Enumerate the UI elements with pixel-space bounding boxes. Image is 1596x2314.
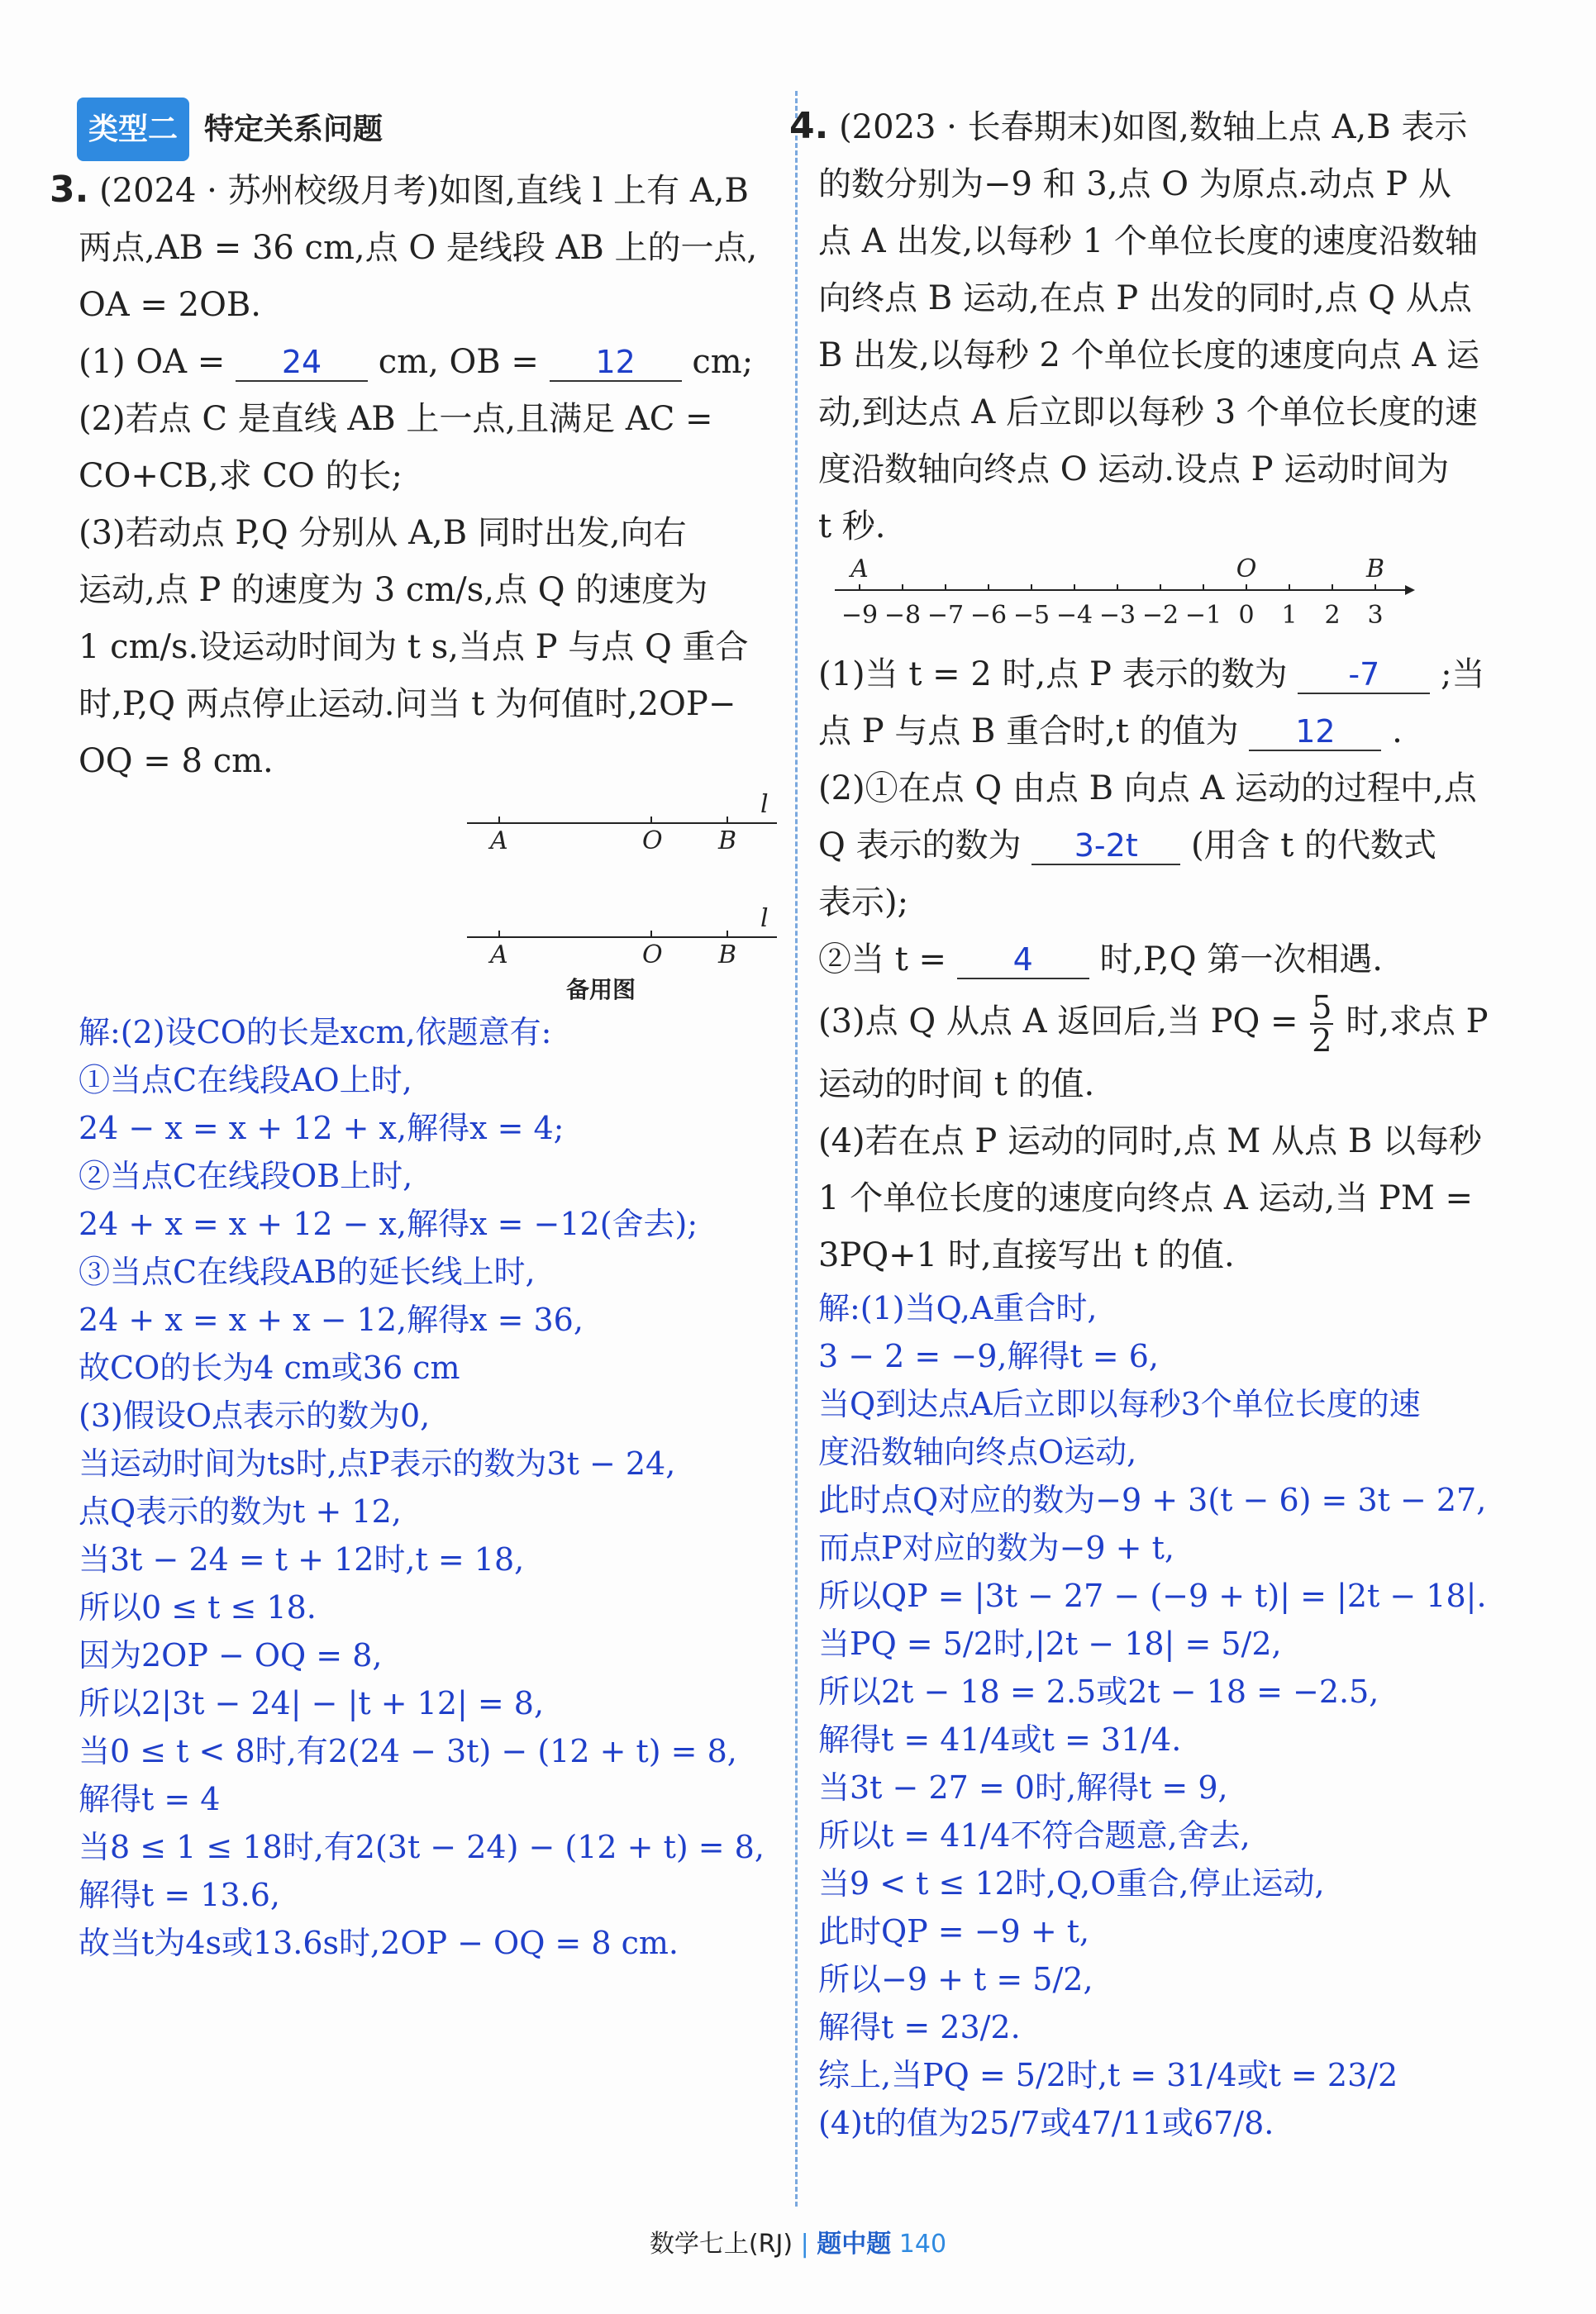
q3-part3-line3: 1 cm/s.设运动时间为 t s,当点 P 与点 Q 重合 [79,628,749,666]
q4-part3-line1 [818,988,1521,1059]
q3-sol-line-16: 当0 ≤ t < 8时,有2(24 − 3t) − (12 + t) = 8, [79,1733,737,1769]
number-line-tick-label: −5 [1012,601,1051,630]
q3-sol-line-4: ②当点C在线段OB上时, [79,1158,413,1194]
number-line-tick-label: −6 [970,601,1008,630]
q3-part3-line2: 运动,点 P 的速度为 3 cm/s,点 Q 的速度为 [79,571,708,609]
q4-sol-line-4: 度沿数轴向终点O运动, [818,1434,1137,1470]
left-column [50,98,789,1967]
q4-text: (2023 · 长春期末)如图,数轴上点 A,B 表示 [839,108,1468,146]
q3-line-3: OA = 2OB. [79,286,261,324]
q3-sol-line-18: 当8 ≤ 1 ≤ 18时,有2(3t − 24) − (12 + t) = 8, [79,1829,765,1865]
number-line-point-a: A [850,555,869,583]
q3-sol-line-15: 所以2|3t − 24| − |t + 12| = 8, [79,1685,545,1721]
q4-line-6: 动,到达点 A 后立即以每秒 3 个单位长度的速 [818,393,1478,431]
q4-answer-t-value: 12 [1249,713,1381,751]
q3-answer-ob: 12 [550,344,682,382]
q4-sol-line-13: 当9 < t ≤ 12时,Q,O重合,停止运动, [818,1865,1325,1902]
q4-part1-line1 [818,646,1521,703]
q4-sol-line-9: 所以2t − 18 = 2.5或2t − 18 = −2.5, [818,1674,1379,1710]
q4-p2a-suffix: (用含 t 的代数式 [1190,826,1437,864]
label-o-main: O [642,826,663,855]
page-footer [0,2223,1596,2259]
number-line-arrow [1405,585,1415,595]
number-line-tick-label: −4 [1055,601,1093,630]
q4-sol-line-7: 所以QP = |3t − 27 − (−9 + t)| = |2t − 18|. [818,1578,1487,1614]
q4-sol-line-5: 此时点Q对应的数为−9 + 3(t − 6) = 3t − 27, [818,1482,1487,1518]
q4-p1-prefix: (1)当 t = 2 时,点 P 表示的数为 [818,655,1288,693]
q3-sol-line-13: 所以0 ≤ t ≤ 18. [79,1589,317,1626]
q4-sol-line-12: 所以t = 41/4不符合题意,舍去, [818,1817,1251,1854]
number-line-point-b: B [1365,555,1385,583]
q4-sol-line-2: 3 − 2 = −9,解得t = 6, [818,1338,1159,1374]
q4-p1-suffix: ;当 [1441,655,1485,693]
q3-figure [79,790,789,1005]
q3-p1-suffix: cm; [692,343,754,381]
q3-number: 3. [50,169,89,211]
q3-sol-line-1: 解:(2)设CO的长是xcm,依题意有: [79,1014,552,1050]
q3-sol-line-19: 解得t = 13.6, [79,1877,280,1913]
figure-caption: 备用图 [566,976,636,1003]
q3-text: (2024 · 苏州校级月考)如图,直线 l 上有 A,B [99,172,749,210]
label-b-spare: B [718,940,737,969]
number-line [818,555,1521,646]
q3-sol-line-2: ①当点C在线段AO上时, [79,1062,412,1098]
q3-p1-mid: cm, OB = [378,343,539,381]
q4-part2-line3: 表示); [818,883,909,921]
q4-p1b-prefix: 点 P 与点 B 重合时,t 的值为 [818,712,1239,750]
label-a-spare: A [490,940,508,969]
q3-sol-line-9: (3)假设O点表示的数为0, [79,1397,431,1434]
q4-answer-q-expr: 3-2t [1031,827,1180,865]
q4-sol-line-8: 当PQ = 5/2时,|2t − 18| = 5/2, [818,1626,1282,1662]
footer-book: 数学七上(RJ) [649,2230,793,2259]
q3-sol-line-5: 24 + x = x + 12 − x,解得x = −12(舍去); [79,1206,698,1242]
q4-sol-line-15: 所以−9 + t = 5/2, [818,1961,1093,1997]
q3-part2-line1: (2)若点 C 是直线 AB 上一点,且满足 AC = [79,400,713,438]
number-line-tick-label: −2 [1141,601,1179,630]
q3-line-1 [50,161,789,220]
q3-sol-line-20: 故当t为4s或13.6s时,2OP − OQ = 8 cm. [79,1925,679,1961]
label-l-main: l [760,790,769,819]
q4-solution [818,1284,1521,2147]
q3-figure-lines [79,790,789,1005]
q3-solution [79,1008,789,1967]
q4-number: 4. [789,105,829,147]
q4-line-4: 向终点 B 运动,在点 P 出发的同时,点 Q 从点 [818,279,1472,317]
q4-sol-line-16: 解得t = 23/2. [818,2009,1021,2045]
section-header [77,98,789,161]
q4-p3-frac-num: 5 [1312,989,1332,1026]
q4-sol-line-11: 当3t − 27 = 0时,解得t = 9, [818,1769,1228,1806]
type-badge: 类型二 [77,98,189,161]
q4-line-2: 的数分别为−9 和 3,点 O 为原点.动点 P 从 [818,165,1451,203]
number-line-tick-label: −1 [1184,601,1222,630]
label-l-spare: l [760,904,769,933]
q4-sol-line-10: 解得t = 41/4或t = 31/4. [818,1721,1182,1758]
column-divider [795,91,798,2207]
q4-p3-suffix: 时,求点 P [1346,1002,1489,1040]
q3-sol-line-14: 因为2OP − OQ = 8, [79,1637,383,1674]
footer-section: 题中题 [817,2230,892,2259]
q3-part3-line5: OQ = 8 cm. [79,742,274,780]
number-line-tick-label: 1 [1281,601,1298,630]
q4-part2b [818,931,1521,988]
q4-sol-line-3: 当Q到达点A后立即以每秒3个单位长度的速 [818,1386,1421,1422]
q3-sol-line-10: 当运动时间为ts时,点P表示的数为3t − 24, [79,1445,676,1482]
q3-part2-line2: CO+CB,求 CO 的长; [79,457,403,495]
q4-line-1 [789,98,1521,156]
number-line-tick-label: −8 [884,601,922,630]
q4-sol-line-14: 此时QP = −9 + t, [818,1913,1090,1950]
q4-line-3: 点 A 出发,以每秒 1 个单位长度的速度沿数轴 [818,222,1478,260]
q3-line-2: 两点,AB = 36 cm,点 O 是线段 AB 上的一点, [79,229,758,267]
label-a-main: A [490,826,508,855]
q4-p2a-prefix: Q 表示的数为 [818,826,1022,864]
q4-p1b-suffix: . [1392,712,1403,750]
right-column [789,98,1521,2147]
q4-sol-line-6: 而点P对应的数为−9 + t, [818,1530,1174,1566]
q4-p3-prefix: (3)点 Q 从点 A 返回后,当 PQ = [818,1002,1298,1040]
q3-sol-line-11: 点Q表示的数为t + 12, [79,1493,402,1530]
number-line-tick-label: 0 [1238,601,1255,630]
q3-part1 [79,334,789,391]
number-line-tick-label: −9 [841,601,879,630]
q4-answer-p-value: -7 [1298,656,1430,694]
q4-p2b-prefix: ②当 t = [818,940,947,978]
q3-sol-line-12: 当3t − 24 = t + 12时,t = 18, [79,1541,525,1578]
q3-sol-line-3: 24 − x = x + 12 + x,解得x = 4; [79,1110,565,1146]
q3-sol-line-8: 故CO的长为4 cm或36 cm [79,1350,460,1386]
q3-part3-line4: 时,P,Q 两点停止运动.问当 t 为何值时,2OP− [79,685,736,723]
q3-sol-line-6: ③当点C在线段AB的延长线上时, [79,1254,536,1290]
q4-part4-line3: 3PQ+1 时,直接写出 t 的值. [818,1236,1235,1274]
label-b-main: B [718,826,737,855]
q3-sol-line-7: 24 + x = x + x − 12,解得x = 36, [79,1302,584,1338]
q4-sol-line-1: 解:(1)当Q,A重合时, [818,1290,1098,1326]
q3-sol-line-17: 解得t = 4 [79,1781,221,1817]
page-number: 140 [898,2230,947,2259]
number-line-tick-label: 2 [1324,601,1341,630]
q4-part4-line2: 1 个单位长度的速度向终点 A 运动,当 PM = [818,1179,1474,1217]
footer-separator: | [800,2230,809,2259]
q4-line-5: B 出发,以每秒 2 个单位长度的速度向点 A 运 [818,336,1480,374]
q4-part3-line2: 运动的时间 t 的值. [818,1065,1095,1103]
number-line-tick-label: 3 [1367,601,1384,630]
q4-p2b-suffix: 时,P,Q 第一次相遇. [1099,940,1383,978]
q3-part3-line1: (3)若动点 P,Q 分别从 A,B 同时出发,向右 [79,514,687,552]
q3-p1-prefix: (1) OA = [79,343,226,381]
q4-sol-line-17: 综上,当PQ = 5/2时,t = 31/4或t = 23/2 [818,2057,1398,2093]
q4-answer-meet-time: 4 [957,941,1089,979]
q4-line-8: t 秒. [818,507,886,545]
type-title: 特定关系问题 [204,112,384,146]
q4-part2-line1: (2)①在点 Q 由点 B 向点 A 运动的过程中,点 [818,769,1477,807]
q4-sol-line-18: (4)t的值为25/7或47/11或67/8. [818,2105,1274,2141]
q4-part2-line2 [818,817,1521,874]
q4-p3-fraction [1310,989,1333,1059]
q3-answer-oa: 24 [236,344,368,382]
label-o-spare: O [642,940,663,969]
q4-line-7: 度沿数轴向终点 O 运动.设点 P 运动时间为 [818,450,1450,488]
q4-part4-line1: (4)若在点 P 运动的同时,点 M 从点 B 以每秒 [818,1122,1482,1160]
number-line-point-o: O [1236,555,1257,583]
number-line-tick-label: −7 [927,601,965,630]
number-line-svg [818,555,1513,646]
number-line-tick-label: −3 [1098,601,1136,630]
q4-p3-frac-den: 2 [1312,1022,1332,1059]
q4-part1-line2 [818,703,1521,760]
